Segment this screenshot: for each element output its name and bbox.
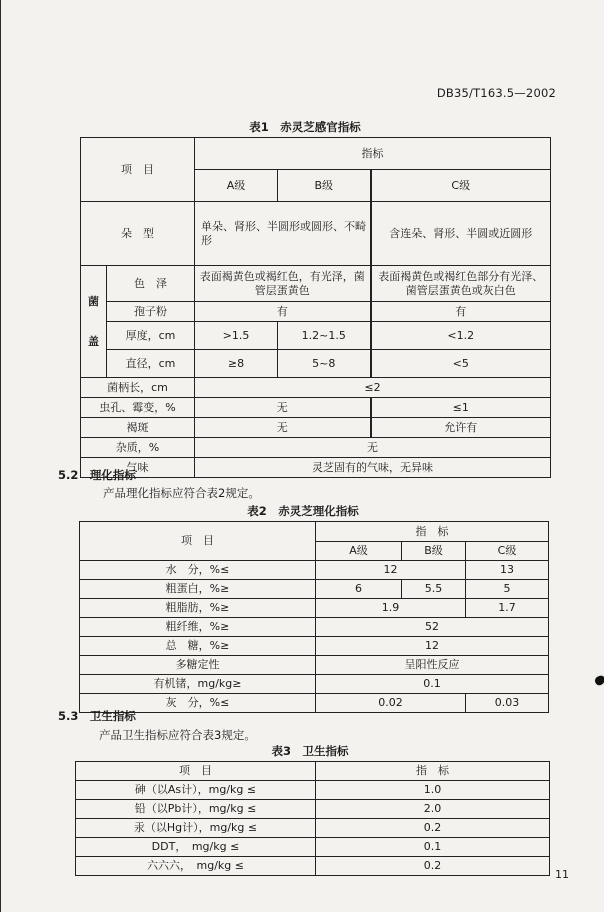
- table1-spot-c: 允许有: [371, 418, 551, 438]
- table3-bhc-label: 六六六， mg/kg ≤: [76, 857, 316, 876]
- table1-item-header: 项 目: [81, 138, 195, 202]
- table1-spot-label: 褐斑: [81, 418, 195, 438]
- table3-ddt-value: 0.1: [316, 838, 550, 857]
- table1-diameter-a: ≥8: [195, 350, 278, 378]
- table2-physicochemical-index: [79, 521, 549, 713]
- standard-number: DB35/T163.5—2002: [436, 86, 556, 100]
- table3-mercury-label: 汞（以Hg计），mg/kg ≤: [76, 819, 316, 838]
- table1-insect-c: ≤1: [371, 398, 551, 418]
- table3-ddt-label: DDT， mg/kg ≤: [76, 838, 316, 857]
- table2-sugar-label: 总 糖，%≥: [80, 637, 316, 656]
- table2-item-header: 项 目: [80, 522, 316, 561]
- table2-ash-label: 灰 分，%≤: [80, 694, 316, 713]
- table2-grade-c: C级: [466, 542, 549, 561]
- table2-fiber-value: 52: [316, 618, 549, 637]
- table2-germanium-value: 0.1: [316, 675, 549, 694]
- table2-index-header: 指 标: [316, 522, 549, 542]
- table1-title: 表1 赤灵芝感官指标: [249, 120, 361, 134]
- table3-arsenic-value: 1.0: [316, 781, 550, 800]
- table2-fiber-label: 粗纤维，%≥: [80, 618, 316, 637]
- section-5-2-heading: 5.2 理化指标: [58, 468, 136, 482]
- table1-color-ab: 表面褐黄色或褐红色，有光泽，菌管层蛋黄色: [195, 266, 371, 302]
- table1-spore-ab: 有: [195, 302, 371, 322]
- table1-shape-ab: 单朵、肾形、半圆形或圆形、不畸形: [195, 202, 371, 266]
- table1-diameter-c: <5: [371, 350, 551, 378]
- table1-thickness-label: 厚度，cm: [107, 322, 195, 350]
- table2-fat-label: 粗脂肪，%≥: [80, 599, 316, 618]
- table1-impurity-value: 无: [195, 438, 551, 458]
- table1-stalk-value: ≤2: [195, 378, 551, 398]
- table2-protein-label: 粗蛋白，%≥: [80, 580, 316, 599]
- table1-insect-label: 虫孔、霉变，%: [81, 398, 195, 418]
- table1-thickness-a: >1.5: [195, 322, 278, 350]
- table2-moisture-c: 13: [466, 561, 549, 580]
- ink-speck: [594, 675, 604, 687]
- table1-cap-group-label: [81, 266, 107, 378]
- table2-polysaccharide-value: 呈阳性反应: [316, 656, 549, 675]
- table2-polysaccharide-label: 多糖定性: [80, 656, 316, 675]
- table1-spore-c: 有: [371, 302, 551, 322]
- table3-mercury-value: 0.2: [316, 819, 550, 838]
- table1-cap-char-2: 盖: [88, 334, 99, 348]
- table2-grade-b: B级: [402, 542, 466, 561]
- table2-ash-ab: 0.02: [316, 694, 466, 713]
- table1-thickness-c: <1.2: [371, 322, 551, 350]
- table3-index-header: 指 标: [316, 762, 550, 781]
- table3-bhc-value: 0.2: [316, 857, 550, 876]
- table3-lead-label: 铅（以Pb计），mg/kg ≤: [76, 800, 316, 819]
- table1-stalk-label: 菌柄长，cm: [81, 378, 195, 398]
- table1-spore-label: 孢子粉: [107, 302, 195, 322]
- table2-fat-c: 1.7: [466, 599, 549, 618]
- table3-item-header: 项 目: [76, 762, 316, 781]
- section-5-3-text: 产品卫生指标应符合表3规定。: [99, 728, 256, 742]
- table1-index-header: 指标: [195, 138, 551, 170]
- table2-moisture-ab: 12: [316, 561, 466, 580]
- table1-cap-char-1: 菌: [88, 294, 99, 308]
- table1-insect-ab: 无: [195, 398, 371, 418]
- section-5-3-heading: 5.3 卫生指标: [58, 709, 136, 723]
- table3-lead-value: 2.0: [316, 800, 550, 819]
- table1-grade-a: A级: [195, 170, 278, 202]
- table1-thickness-b: 1.2~1.5: [278, 322, 371, 350]
- table1-sensory-index: [80, 137, 551, 478]
- table2-sugar-value: 12: [316, 637, 549, 656]
- page-number: 11: [555, 868, 569, 881]
- table2-ash-c: 0.03: [466, 694, 549, 713]
- table2-protein-a: 6: [316, 580, 402, 599]
- table1-color-c: 表面褐黄色或褐红色部分有光泽、菌管层蛋黄色或灰白色: [371, 266, 551, 302]
- table1-color-label: 色 泽: [107, 266, 195, 302]
- table2-germanium-label: 有机锗，mg/kg≥: [80, 675, 316, 694]
- table1-grade-c: C级: [371, 170, 551, 202]
- scan-edge: [0, 0, 1, 912]
- table2-grade-a: A级: [316, 542, 402, 561]
- table1-shape-c: 含连朵、肾形、半圆或近圆形: [371, 202, 551, 266]
- table1-odor-value: 灵芝固有的气味，无异味: [195, 458, 551, 478]
- table1-diameter-b: 5~8: [278, 350, 371, 378]
- table1-shape-label: 朵 型: [81, 202, 195, 266]
- table2-moisture-label: 水 分，%≤: [80, 561, 316, 580]
- table3-hygiene-index: [75, 761, 550, 876]
- section-5-2-text: 产品理化指标应符合表2规定。: [103, 486, 260, 500]
- table1-odor-label: 气味: [81, 458, 195, 478]
- table2-title: 表2 赤灵芝理化指标: [247, 504, 359, 518]
- table2-protein-b: 5.5: [402, 580, 466, 599]
- table1-diameter-label: 直径，cm: [107, 350, 195, 378]
- table1-grade-b: B级: [278, 170, 371, 202]
- table2-fat-ab: 1.9: [316, 599, 466, 618]
- table3-title: 表3 卫生指标: [271, 744, 349, 758]
- table1-impurity-label: 杂质，%: [81, 438, 195, 458]
- table3-arsenic-label: 砷（以As计），mg/kg ≤: [76, 781, 316, 800]
- table1-spot-ab: 无: [195, 418, 371, 438]
- table2-protein-c: 5: [466, 580, 549, 599]
